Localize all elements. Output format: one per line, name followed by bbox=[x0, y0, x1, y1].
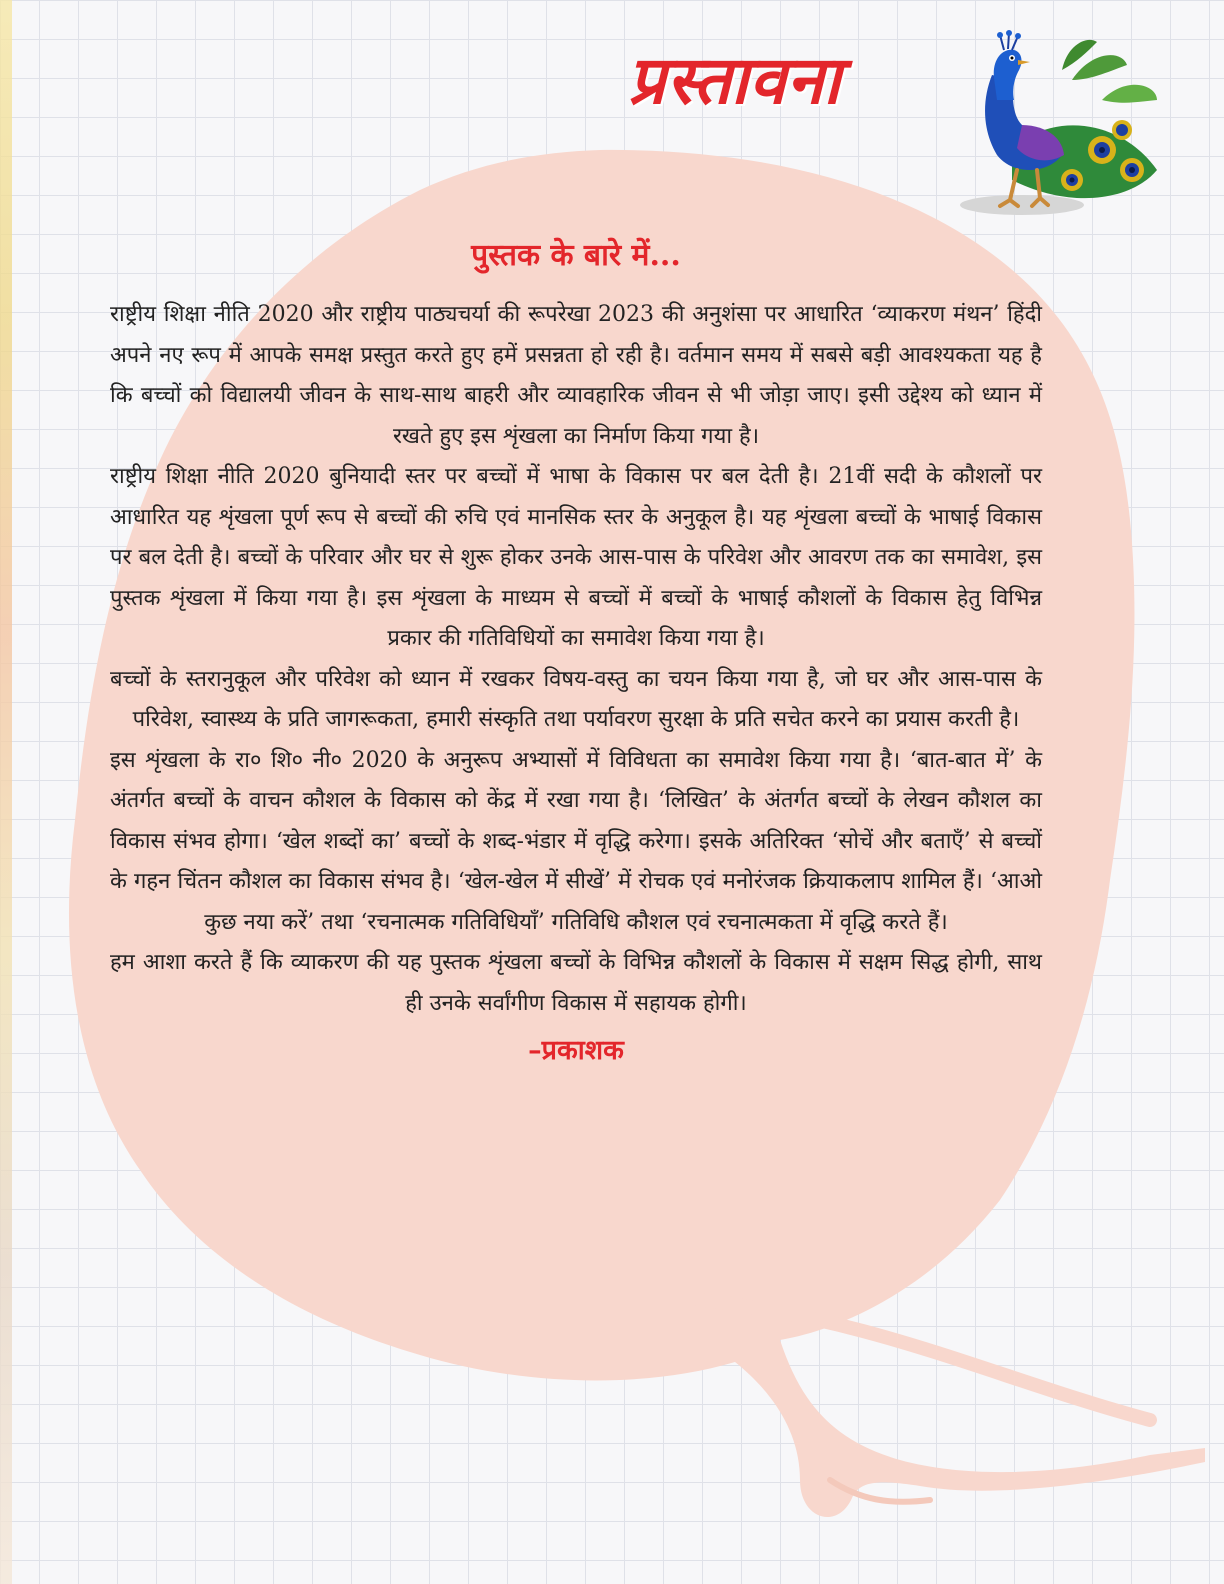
paragraph-2: राष्ट्रीय शिक्षा नीति 2020 बुनियादी स्तर पर बच्चों में भाषा के विकास पर बल देती है। 21वीं सदी के कौशलों पर आधारित यह शृंखला पूर्ण रूप से बच्चों की रुचि एवं मानसिक स्तर के अनुकूल है। यह शृंखला बच्चों के भाषाई विकास पर बल देती है। बच्चों के परिवार और घर से शुरू होकर उनके आस-पास के परिवेश और आवरण तक का समावेश, इस पुस्तक शृंखला में किया गया है। इस शृंखला के माध्यम से बच्चों में बच्चों के भाषाई कौशलों के विकास हेतु विभिन्न प्रकार की गतिविधियों का समावेश किया गया है। bbox=[110, 464, 1042, 651]
publisher-signature: –प्रकाशक bbox=[528, 1035, 624, 1066]
paragraph-5: हम आशा करते हैं कि व्याकरण की यह पुस्तक शृंखला बच्चों के विभिन्न कौशलों के विकास में सक्षम सिद्ध होगी, साथ ही उनके सर्वांगीण विकास में सहायक होगी। bbox=[110, 950, 1042, 1016]
peacock-illustration-icon bbox=[952, 30, 1172, 220]
paragraph-3: बच्चों के स्तरानुकूल और परिवेश को ध्यान में रखकर विषय-वस्तु का चयन किया गया है, जो घर और आस-पास के परिवेश, स्वास्थ्य के प्रति जागरूकता, हमारी संस्कृति तथा पर्यावरण सुरक्षा के प्रति सचेत करने का प्रयास करती है। bbox=[110, 666, 1042, 732]
paragraph-1: राष्ट्रीय शिक्षा नीति 2020 और राष्ट्रीय पाठ्यचर्या की रूपरेखा 2023 की अनुशंसा पर आधारित ‘व्याकरण मंथन’ हिंदी अपने नए रूप में आपके समक्ष प्रस्तुत करते हुए हमें प्रसन्नता हो रही है। वर्तमान समय में सबसे बड़ी आवश्यकता यह है कि बच्चों को विद्यालयी जीवन के साथ-साथ बाहरी और व्यावहारिक जीवन से भी जोड़ा जाए। इसी उद्देश्य को ध्यान में रखते हुए इस शृंखला का निर्माण किया गया है। bbox=[110, 302, 1042, 449]
paragraph-4: इस शृंखला के रा० शि० नी० 2020 के अनुरूप अभ्यासों में विविधता का समावेश किया गया है। ‘बात-बात में’ के अंतर्गत बच्चों के वाचन कौशल के विकास को केंद्र में रखा गया है। ‘लिखित’ के अंतर्गत बच्चों के लेखन कौशल का विकास संभव होगा। ‘खेल शब्दों का’ बच्चों के शब्द-भंडार में वृद्धि करेगा। इसके अतिरिक्त ‘सोचें और बताएँ’ से बच्चों के गहन चिंतन कौशल का विकास संभव है। ‘खेल-खेल में सीखें’ में रोचक एवं मनोरंजक क्रियाकलाप शामिल हैं। ‘आओ कुछ नया करें’ तथा ‘रचनात्मक गतिविधियाँ’ गतिविधि कौशल एवं रचनात्मकता में वृद्धि करते हैं। bbox=[110, 747, 1042, 935]
section-heading: पुस्तक के बारे में... bbox=[471, 238, 681, 273]
page-title: प्रस्तावना bbox=[628, 42, 842, 119]
preface-content bbox=[110, 236, 1042, 1067]
